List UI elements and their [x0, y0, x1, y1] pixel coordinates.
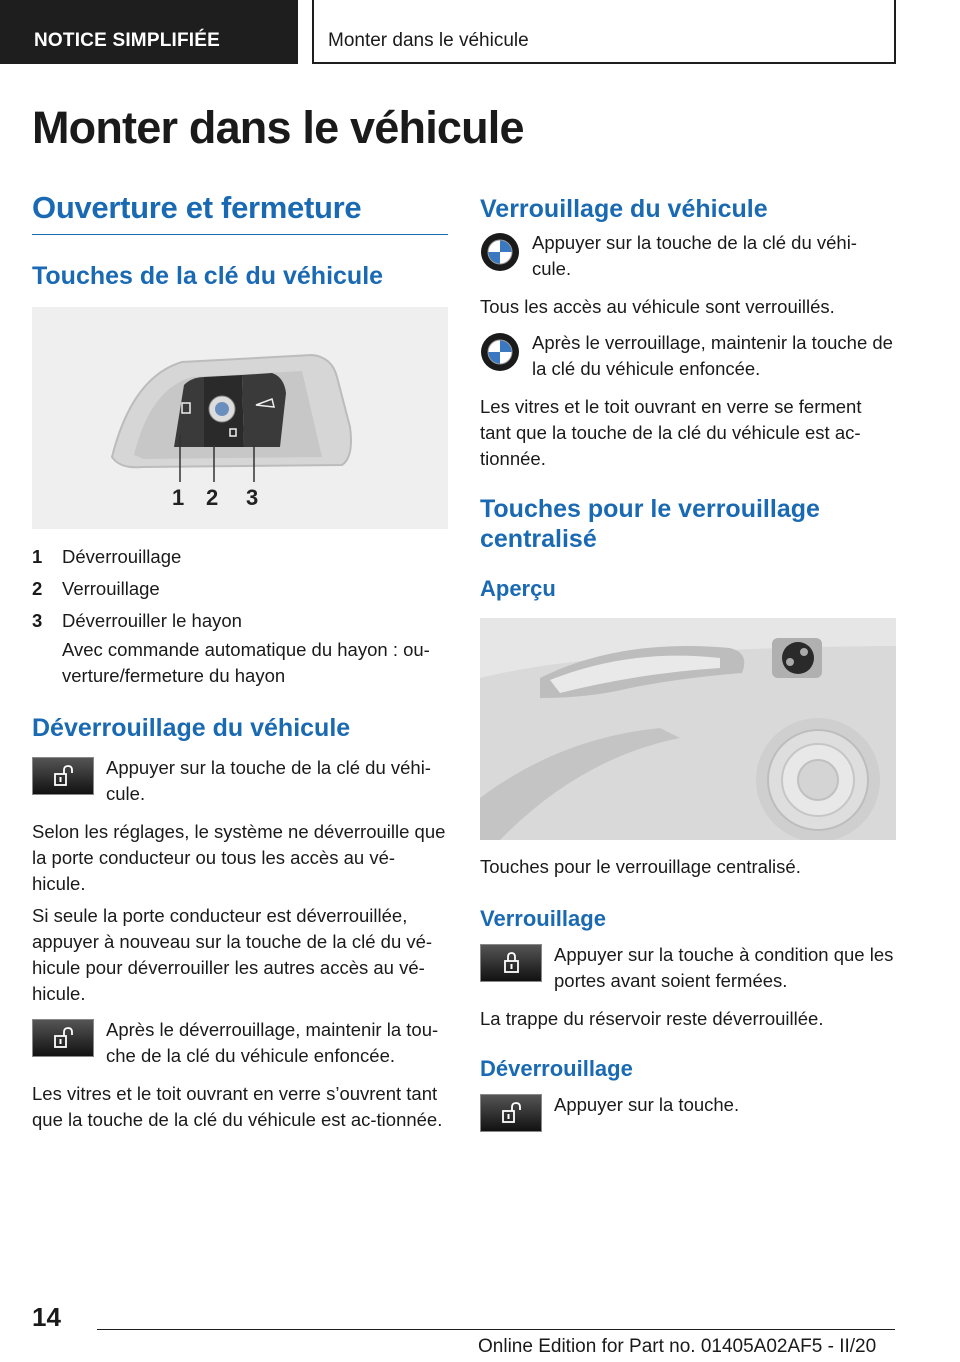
lock-instruction-1 [480, 230, 896, 282]
figure-caption: Touches pour le verrouillage centralisé. [480, 856, 801, 877]
page-title: Monter dans le véhicule [32, 102, 524, 153]
key-buttons-list [32, 541, 448, 689]
heading-unlock-vehicle: Déverrouillage du véhicule [32, 714, 351, 742]
car-key-illustration [32, 307, 448, 529]
figure-label-2: 2 [206, 485, 219, 510]
header-section-tab: NOTICE SIMPLIFIÉE [0, 0, 298, 64]
list-number: 3 [32, 610, 43, 631]
bmw-logo-icon [480, 232, 520, 272]
heading-central-lock: Verrouillage [480, 906, 606, 931]
header-chapter-tab: Monter dans le véhicule [312, 0, 896, 64]
bmw-logo-icon [480, 332, 520, 372]
heading-central-unlock: Déverrouillage [480, 1056, 633, 1081]
unlock-instruction-2 [32, 1017, 448, 1069]
heading-central-locking: Touches pour le verrouillage centralisé [480, 495, 820, 553]
central-unlock-instruction [480, 1092, 896, 1132]
lock-icon [480, 944, 542, 982]
list-number: 1 [32, 546, 43, 567]
paragraph: Tous les accès au véhicule sont verrouillés. [480, 296, 835, 317]
unlock-instruction-text: Après le déverrouillage, maintenir la tou-che de la clé du véhicule enfoncée. [106, 1019, 439, 1066]
list-subtext: Avec commande automatique du hayon : ou-verture/fermeture du hayon [62, 639, 430, 686]
lock-instruction-2 [480, 330, 896, 382]
figure-label-1: 1 [172, 485, 185, 510]
paragraph: Les vitres et le toit ouvrant en verre s’ouvrent tant que la touche de la clé du véhicule est ac-tionnée. [32, 1083, 443, 1130]
door-panel-drawing [480, 618, 896, 840]
list-item [32, 541, 448, 573]
paragraph: Les vitres et le toit ouvrant en verre se ferment tant que la touche de la clé du véhicule est ac-tionnée. [480, 396, 862, 469]
central-unlock-text: Appuyer sur la touche. [554, 1094, 740, 1115]
footer-divider [97, 1329, 895, 1330]
paragraph: Si seule la porte conducteur est déverrouillée, appuyer à nouveau sur la touche de la clé du vé-hicule pour déverrouiller les autres accès au vé-hicule. [32, 905, 433, 1004]
paragraph: Selon les réglages, le système ne déverrouille que la porte conducteur ou tous les accès au vé-hicule. [32, 821, 446, 894]
door-panel-illustration [480, 618, 896, 840]
central-lock-instruction [480, 942, 896, 994]
unlock-icon [32, 1019, 94, 1057]
heading-lock-vehicle: Verrouillage du véhicule [480, 195, 768, 223]
lock-instruction-text: Après le verrouillage, maintenir la touche de la clé du véhicule enfoncée. [532, 332, 893, 379]
list-text: Déverrouiller le hayon [62, 610, 242, 631]
unlock-instruction-text: Appuyer sur la touche de la clé du véhi-cule. [106, 757, 431, 804]
heading-overview: Aperçu [480, 576, 556, 601]
car-key-drawing [32, 307, 448, 529]
lock-instruction-text: Appuyer sur la touche de la clé du véhi-cule. [532, 232, 857, 279]
figure-label-3: 3 [246, 485, 259, 510]
unlock-icon [480, 1094, 542, 1132]
right-column [480, 190, 896, 1132]
list-item [32, 605, 448, 637]
list-text: Déverrouillage [62, 546, 182, 567]
list-item [32, 573, 448, 605]
central-lock-text: Appuyer sur la touche à condition que les portes avant soient fermées. [554, 944, 894, 991]
list-number: 2 [32, 578, 43, 599]
left-column [32, 190, 448, 1133]
unlock-icon [32, 757, 94, 795]
unlock-instruction-1 [32, 755, 448, 807]
footer-edition: Online Edition for Part no. 01405A02AF5 - II/20 [478, 1336, 877, 1357]
section-heading-opening: Ouverture et fermeture [32, 190, 448, 235]
list-text: Verrouillage [62, 578, 160, 599]
heading-key-buttons: Touches de la clé du véhicule [32, 262, 384, 290]
paragraph: La trappe du réservoir reste déverrouillée. [480, 1008, 824, 1029]
page-number: 14 [32, 1302, 61, 1332]
